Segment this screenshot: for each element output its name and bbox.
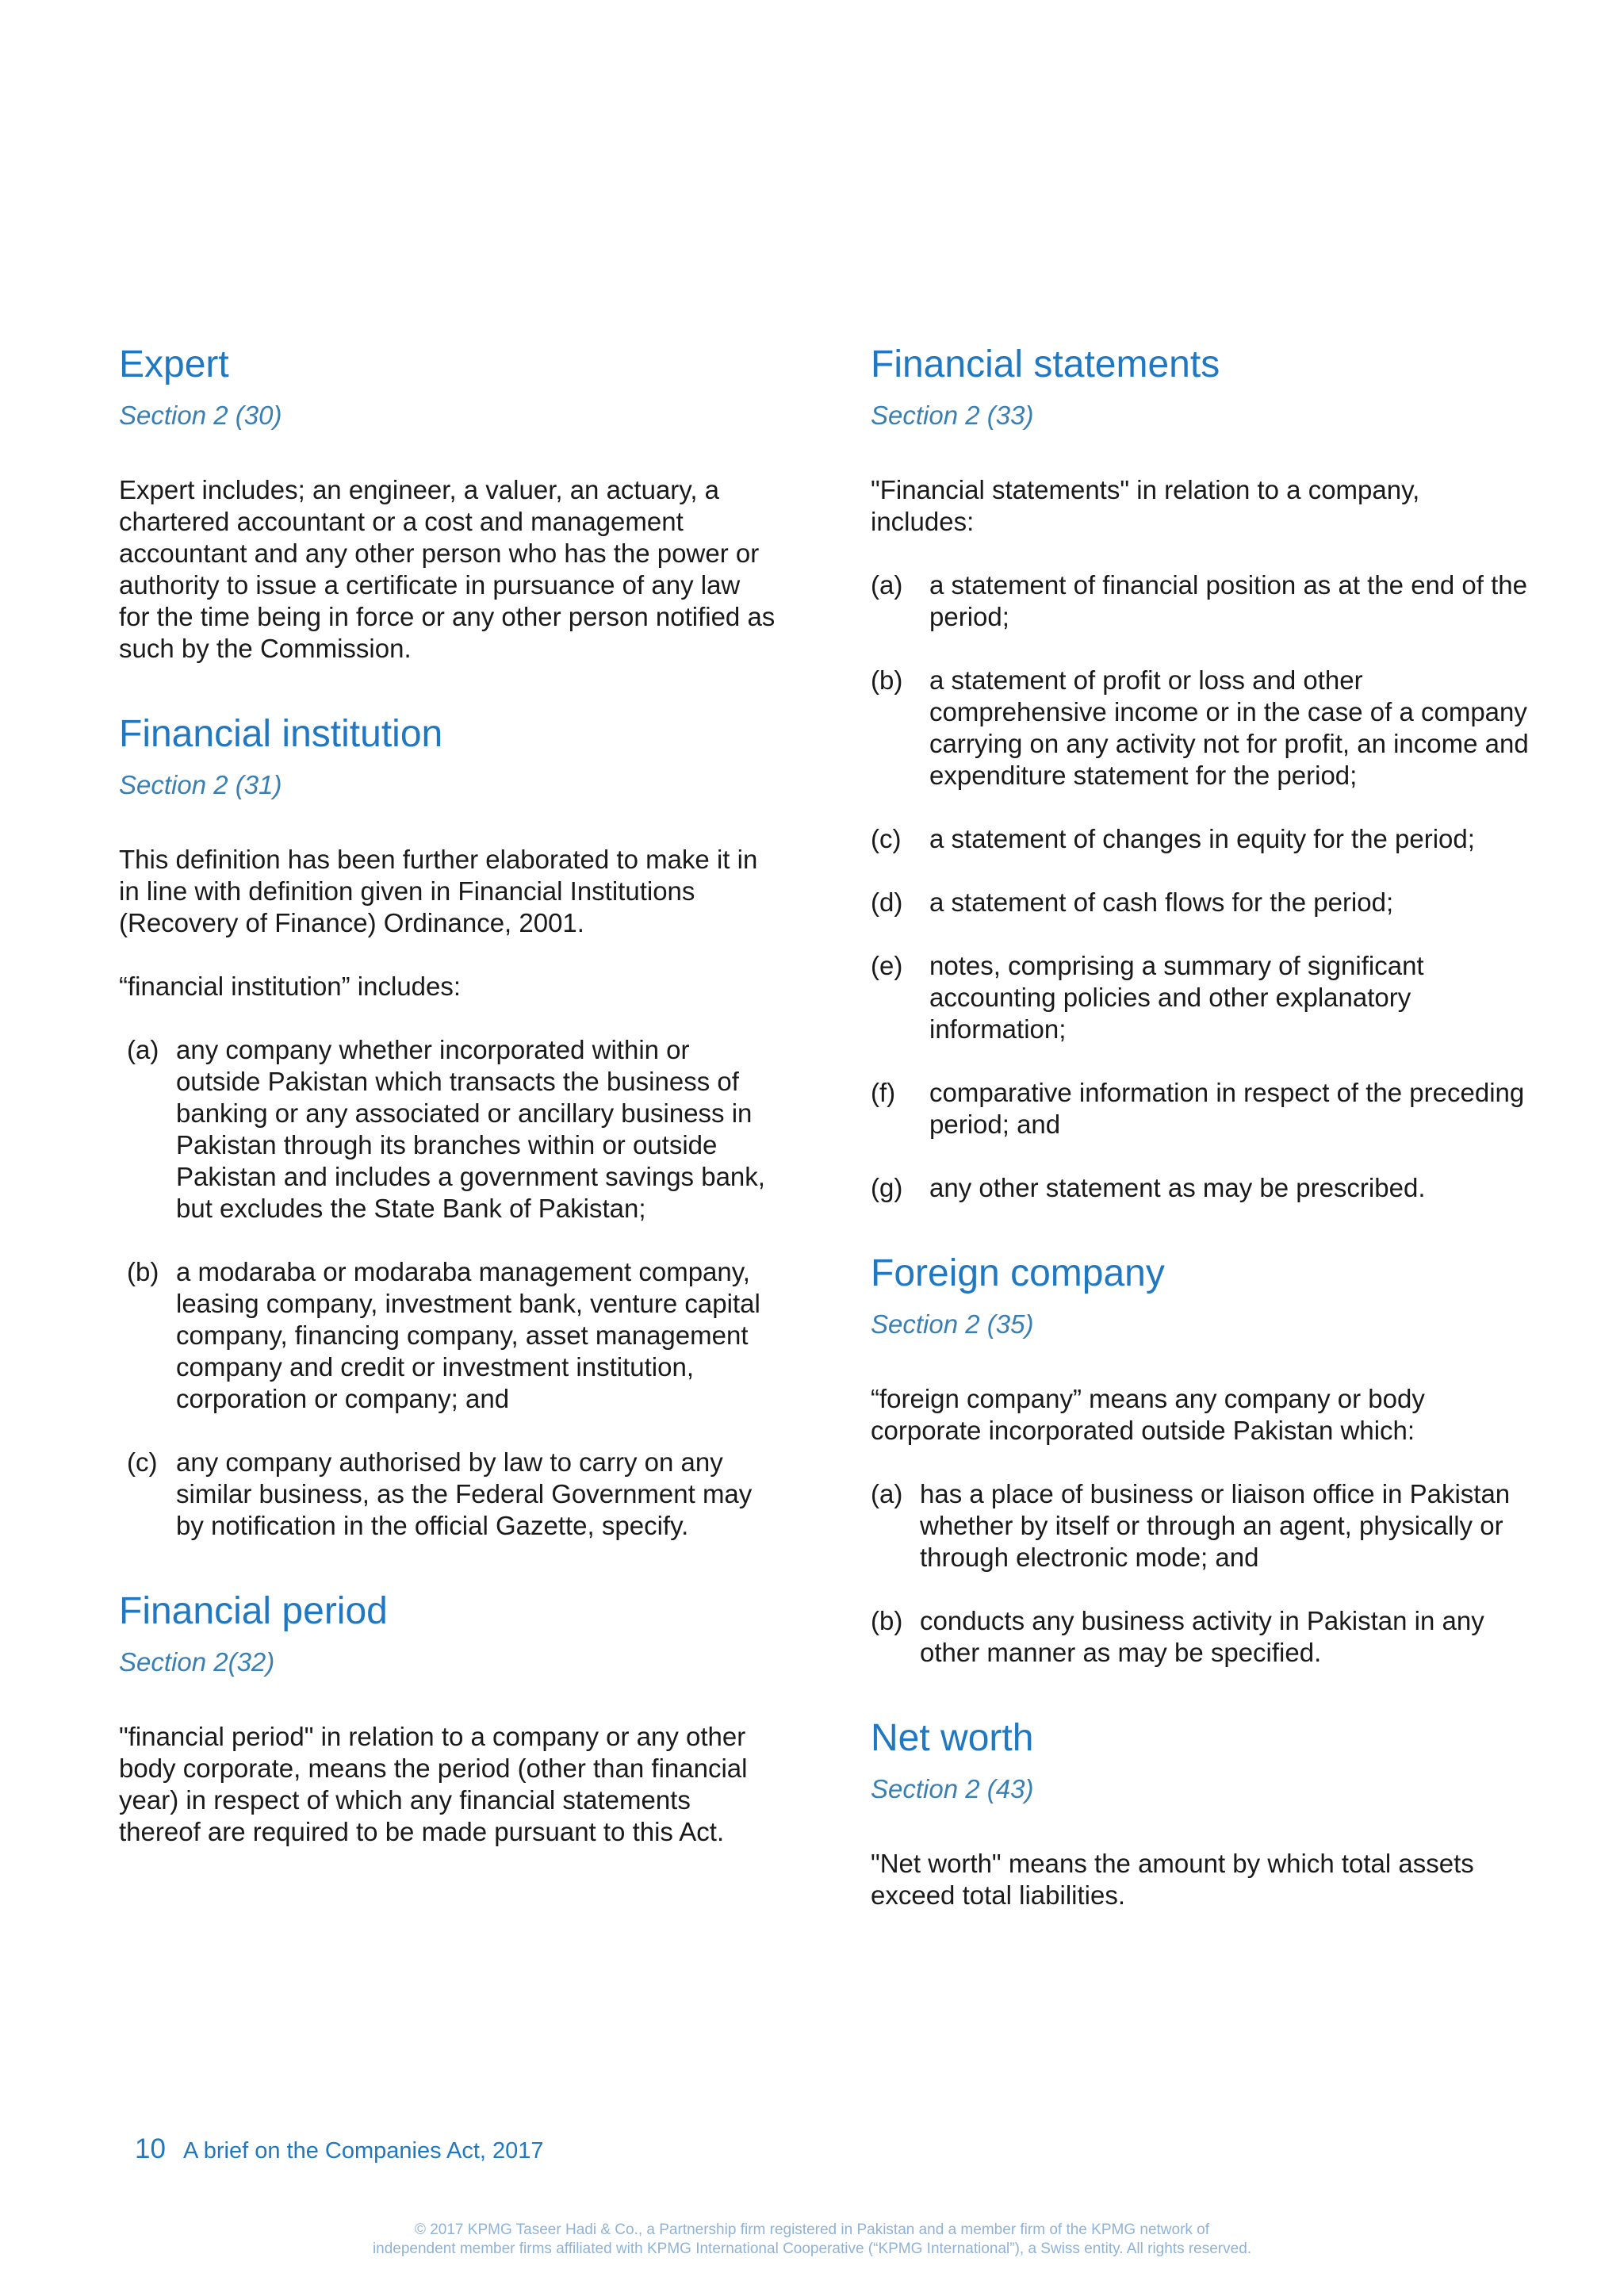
item-text: notes, comprising a summary of significant accounting policies and other explanatory information;	[929, 951, 1424, 1044]
section-reference: Section 2 (43)	[871, 1774, 1034, 1803]
section-title: Financial statements	[871, 343, 1220, 385]
section-foreign-company	[871, 1250, 1529, 1669]
left-column	[119, 341, 777, 1894]
section-reference: Section 2 (35)	[871, 1309, 1034, 1339]
item-text: a statement of changes in equity for the period;	[929, 824, 1475, 853]
item-label: (b)	[871, 665, 903, 695]
item-label: (a)	[127, 1035, 159, 1064]
item-label: (b)	[871, 1606, 903, 1635]
section-expert	[119, 341, 777, 665]
item-text: conducts any business activity in Pakistan in any other manner as may be specified.	[920, 1606, 1484, 1667]
list-item	[871, 950, 1529, 1045]
section-reference: Section 2 (33)	[871, 401, 1034, 430]
item-label: (b)	[127, 1257, 159, 1286]
page-number: 10	[135, 2133, 166, 2164]
section-reference: Section 2(32)	[119, 1647, 275, 1677]
list-item	[119, 1256, 777, 1415]
item-label: (c)	[127, 1447, 158, 1477]
item-label: (a)	[871, 1479, 903, 1508]
item-text: any company authorised by law to carry on any similar business, as the Federal Government may by notification in the official Gazette, specify.	[176, 1447, 753, 1540]
list-item	[871, 1478, 1529, 1573]
item-text: any company whether incorporated within or outside Pakistan which transacts the business of banking or any associated or ancillary business in Pakistan through its branches within or outside Pakistan and includes a government savings bank, but excludes the State Bank of Pakistan;	[176, 1035, 765, 1223]
right-column	[871, 341, 1529, 1957]
item-text: has a place of business or liaison office in Pakistan whether by itself or through an agent, physically or through electronic mode; and	[920, 1479, 1511, 1572]
item-text: a statement of financial position as at the end of the period;	[929, 570, 1527, 631]
list-item	[871, 823, 1529, 855]
section-financial-statements	[871, 341, 1529, 1204]
item-label: (d)	[871, 887, 903, 917]
section-reference: Section 2 (30)	[119, 401, 282, 430]
section-reference: Section 2 (31)	[119, 770, 282, 799]
section-title: Financial institution	[119, 713, 443, 755]
item-label: (c)	[871, 824, 902, 853]
item-label: (e)	[871, 951, 903, 980]
section-body: "Net worth" means the amount by which total assets exceed total liabilities.	[871, 1849, 1474, 1910]
list-item	[871, 569, 1529, 633]
page-footer	[135, 2133, 544, 2165]
item-text: a modaraba or modaraba management company, leasing company, investment bank, venture capital company, financing company, asset management company and credit or investment institution, corporation or company; and	[176, 1257, 760, 1413]
section-title: Net worth	[871, 1717, 1034, 1759]
section-net-worth	[871, 1715, 1529, 1911]
list-item	[871, 665, 1529, 792]
item-text: any other statement as may be prescribed.	[929, 1173, 1426, 1202]
copyright-line: independent member firms affiliated with KPMG International Cooperative (“KPMG International”), a Swiss entity. All rights reserved.	[372, 2240, 1252, 2257]
item-text: a statement of profit or loss and other comprehensive income or in the case of a company carrying on any activity not for profit, an income and expenditure statement for the period;	[929, 665, 1529, 790]
item-label: (g)	[871, 1173, 903, 1202]
list-item	[871, 1172, 1529, 1204]
section-title: Expert	[119, 343, 229, 385]
item-label: (a)	[871, 570, 903, 600]
copyright-line: © 2017 KPMG Taseer Hadi & Co., a Partnership firm registered in Pakistan and a member firm of the KPMG network of	[414, 2221, 1210, 2238]
list-item	[119, 1034, 777, 1225]
section-title: Foreign company	[871, 1252, 1165, 1294]
list-item	[871, 1605, 1529, 1669]
definition-list	[871, 569, 1529, 1204]
section-body: "financial period" in relation to a company or any other body corporate, means the period (other than financial year) in respect of which any financial statements thereof are required to be made pursuant to this Act.	[119, 1722, 748, 1846]
item-label: (f)	[871, 1078, 896, 1107]
list-item	[119, 1447, 777, 1542]
list-item	[871, 887, 1529, 918]
section-intro: “financial institution” includes:	[119, 972, 462, 1001]
section-body: This definition has been further elaborated to make it in in line with definition given in Financial Institutions (Recovery of Finance) Ordinance, 2001.	[119, 845, 758, 937]
section-body: Expert includes; an engineer, a valuer, an actuary, a chartered accountant or a cost and management accountant and any other person who has the power or authority to issue a certificate in pursuance of any law for the time being in force or any other person notified as such by the Commission.	[119, 475, 776, 663]
copyright-notice	[0, 2221, 1624, 2259]
section-intro: “foreign company” means any company or body corporate incorporated outside Pakistan which:	[871, 1384, 1425, 1445]
section-financial-period	[119, 1588, 777, 1848]
item-text: comparative information in respect of the preceding period; and	[929, 1078, 1525, 1139]
definition-list	[871, 1478, 1529, 1669]
document-title: A brief on the Companies Act, 2017	[182, 2138, 544, 2164]
item-text: a statement of cash flows for the period;	[929, 887, 1394, 917]
definition-list	[119, 1034, 777, 1542]
section-financial-institution	[119, 711, 777, 1542]
list-item	[871, 1077, 1529, 1140]
section-title: Financial period	[119, 1590, 388, 1632]
section-intro: "Financial statements" in relation to a company, includes:	[871, 475, 1420, 536]
